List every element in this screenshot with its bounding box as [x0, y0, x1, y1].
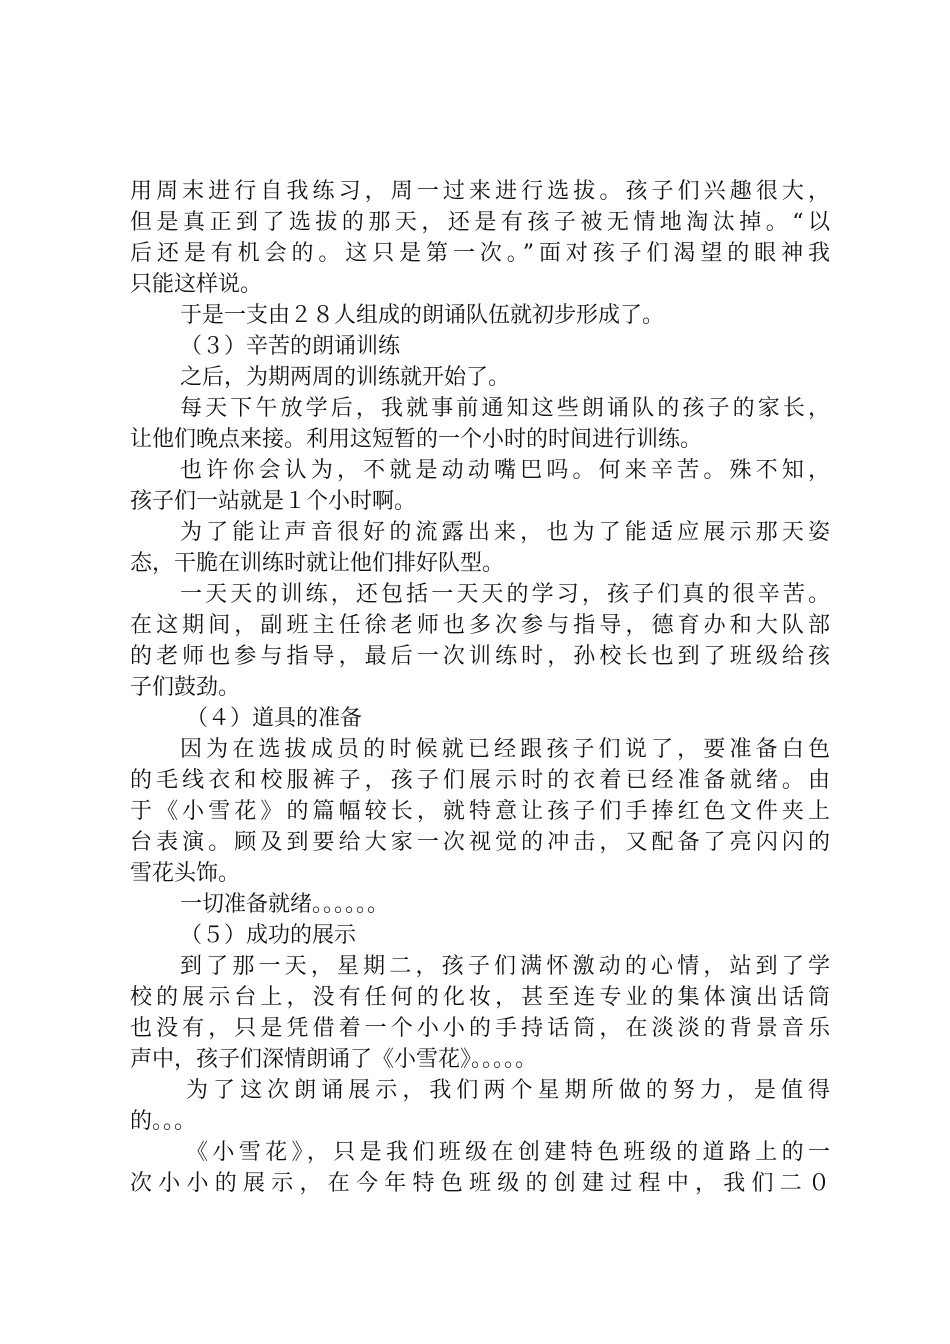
text-line: 也没有，只是凭借着一个小小的手持话筒，在淡淡的背景音乐 [130, 1016, 830, 1041]
text-line: 声中，孩子们深情朗诵了《小雪花》。。。。。 [130, 1047, 538, 1072]
text-line: 校的展示台上，没有任何的化妆，甚至连专业的集体演出话筒 [130, 985, 830, 1010]
text-line: 于《小雪花》的篇幅较长，就特意让孩子们手捧红色文件夹上 [130, 799, 830, 824]
text-line: 用周末进行自我练习，周一过来进行选拔。孩子们兴趣很大， [130, 179, 830, 204]
text-line: 让他们晚点来接。利用这短暂的一个小时的时间进行训练。 [130, 427, 703, 452]
text-line: 为了这次朗诵展示，我们两个星期所做的努力，是值得 [186, 1078, 830, 1103]
text-line: 也许你会认为，不就是动动嘴巴吗。何来辛苦。殊不知， [180, 458, 830, 483]
text-line: 的毛线衣和校服裤子，孩子们展示时的衣着已经准备就绪。由 [130, 768, 830, 793]
text-line: 一切准备就绪。。。。。。 [180, 892, 390, 917]
text-line: 每天下午放学后，我就事前通知这些朗诵队的孩子的家长， [180, 396, 830, 421]
text-line: 于是一支由２８人组成的朗诵队伍就初步形成了。 [180, 303, 665, 328]
text-line: 孩子们一站就是１个小时啊。 [130, 489, 417, 514]
text-line: 到了那一天，星期二，孩子们满怀激动的心情，站到了学 [180, 954, 830, 979]
section-heading: （５）成功的展示 [180, 923, 357, 948]
text-line: 一天天的训练，还包括一天天的学习，孩子们真的很辛苦。 [180, 582, 830, 607]
text-line: 但是真正到了选拔的那天，还是有孩子被无情地淘汰掉。“以 [130, 210, 830, 235]
text-line: 只能这样说。 [130, 272, 263, 297]
text-line: 的老师也参与指导，最后一次训练时，孙校长也到了班级给孩 [130, 644, 830, 669]
section-heading: （３）辛苦的朗诵训练 [180, 334, 401, 359]
text-line: 在这期间，副班主任徐老师也多次参与指导，德育办和大队部 [130, 613, 830, 638]
section-heading: （４）道具的准备 [186, 706, 363, 731]
text-line: 的。。。 [130, 1109, 197, 1134]
document-body [130, 176, 830, 1199]
text-line: 次小小的展示，在今年特色班级的创建过程中，我们二０ [130, 1171, 830, 1196]
text-line: 后还是有机会的。这只是第一次。”面对孩子们渴望的眼神我 [130, 241, 830, 266]
text-line: 为了能让声音很好的流露出来，也为了能适应展示那天姿 [180, 520, 830, 545]
text-line: 台表演。顾及到要给大家一次视觉的冲击，又配备了亮闪闪的 [130, 830, 830, 855]
text-line: 《小雪花》，只是我们班级在创建特色班级的道路上的一 [186, 1140, 830, 1165]
text-line: 雪花头饰。 [130, 861, 241, 886]
text-line: 子们鼓劲。 [130, 675, 241, 700]
text-line: 因为在选拔成员的时候就已经跟孩子们说了，要准备白色 [180, 737, 830, 762]
text-line: 态，干脆在训练时就让他们排好队型。 [130, 551, 505, 576]
text-line: 之后，为期两周的训练就开始了。 [180, 365, 511, 390]
